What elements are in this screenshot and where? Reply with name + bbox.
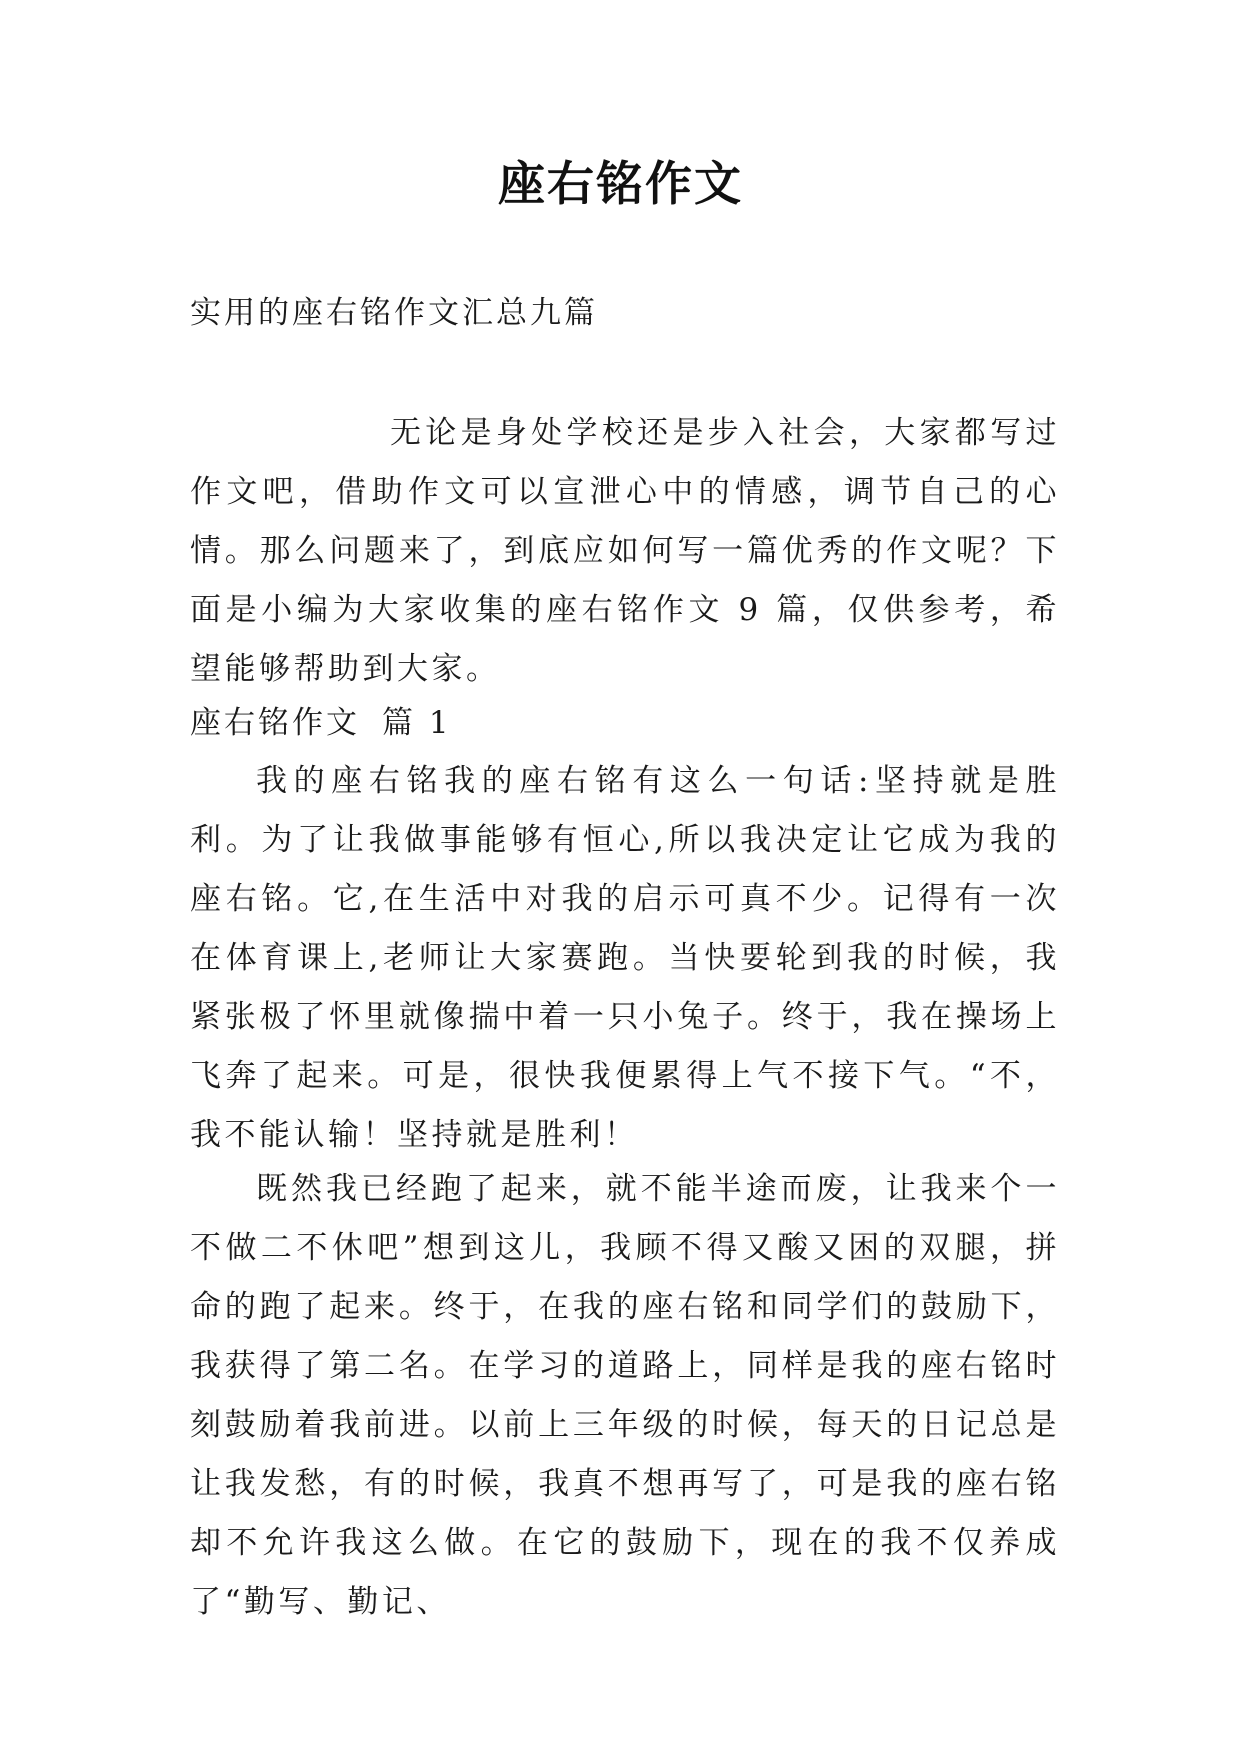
section-heading bbox=[190, 694, 452, 753]
body-paragraph: 我的座右铭我的座右铭有这么一句话:坚持就是胜利。为了让我做事能够有恒心,所以我决定让它成为我的座右铭。它,在生活中对我的启示可真不少。记得有一次在体育课上,老师让大家赛跑。当快要轮到我的时候，我紧张极了怀里就像揣中着一只小兔子。终于，我在操场上飞奔了起来。可是，很快我便累得上气不接下气。“不，我不能认输！坚持就是胜利！ bbox=[190, 763, 1060, 1153]
document-subtitle: 实用的座右铭作文汇总九篇 bbox=[190, 295, 598, 331]
intro-paragraph: 无论是身处学校还是步入社会，大家都写过作文吧，借助作文可以宣泄心中的情感，调节自己的心情。那么问题来了，到底应如何写一篇优秀的作文呢？下面是小编为大家收集的座右铭作文 9 篇，仅供参考，希望能够帮助到大家。 bbox=[190, 415, 1060, 687]
body-paragraph: 既然我已经跑了起来，就不能半途而废，让我来个一不做二不休吧”想到这儿，我顾不得又酸又困的双腿，拼命的跑了起来。终于，在我的座右铭和同学们的鼓励下，我获得了第二名。在学习的道路上，同样是我的座右铭时刻鼓励着我前进。以前上三年级的时候，每天的日记总是让我发愁，有的时候，我真不想再写了，可是我的座右铭却不允许我这么做。在它的鼓励下，现在的我不仅养成了“勤写、勤记、 bbox=[190, 1171, 1060, 1620]
section-heading-number: 篇 1 bbox=[382, 705, 452, 741]
document-title: 座右铭作文 bbox=[498, 157, 743, 212]
section-heading-text: 座右铭作文 bbox=[190, 705, 360, 741]
